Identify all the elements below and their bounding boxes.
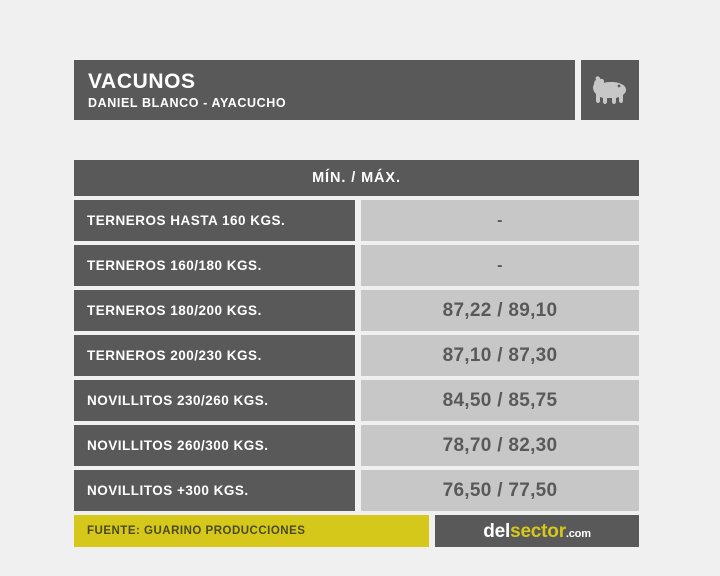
table-row — [74, 380, 639, 421]
table-row — [74, 290, 639, 331]
row-value: 76,50 / 77,50 — [361, 470, 639, 511]
row-label: TERNEROS 200/230 KGS. — [74, 335, 355, 376]
row-value: 84,50 / 85,75 — [361, 380, 639, 421]
price-table — [74, 160, 639, 547]
row-label: NOVILLITOS 260/300 KGS. — [74, 425, 355, 466]
row-value: - — [361, 245, 639, 286]
page-title: VACUNOS — [88, 69, 196, 93]
row-value: 87,10 / 87,30 — [361, 335, 639, 376]
row-label: TERNEROS HASTA 160 KGS. — [74, 200, 355, 241]
cow-icon — [590, 74, 630, 106]
row-label: TERNEROS 160/180 KGS. — [74, 245, 355, 286]
header — [74, 60, 639, 120]
row-value: 87,22 / 89,10 — [361, 290, 639, 331]
table-row — [74, 245, 639, 286]
table-row — [74, 425, 639, 466]
column-header-min-max: MÍN. / MÁX. — [74, 160, 639, 196]
table-header-row — [74, 160, 639, 196]
row-label: TERNEROS 180/200 KGS. — [74, 290, 355, 331]
brand-text — [483, 522, 591, 541]
brand-part1: del — [483, 520, 511, 542]
footer — [74, 515, 639, 547]
table-row — [74, 470, 639, 511]
header-title-box — [74, 60, 575, 120]
row-label: NOVILLITOS 230/260 KGS. — [74, 380, 355, 421]
brand-logo — [435, 515, 639, 547]
source-label: FUENTE: GUARINO PRODUCCIONES — [74, 515, 429, 547]
table-row — [74, 200, 639, 241]
table-row — [74, 335, 639, 376]
row-value: 78,70 / 82,30 — [361, 425, 639, 466]
row-label: NOVILLITOS +300 KGS. — [74, 470, 355, 511]
page-subtitle: DANIEL BLANCO - AYACUCHO — [88, 95, 287, 110]
row-value: - — [361, 200, 639, 241]
header-icon-box — [581, 60, 639, 120]
brand-part3: .com — [565, 527, 591, 540]
brand-part2: sector — [510, 520, 566, 542]
